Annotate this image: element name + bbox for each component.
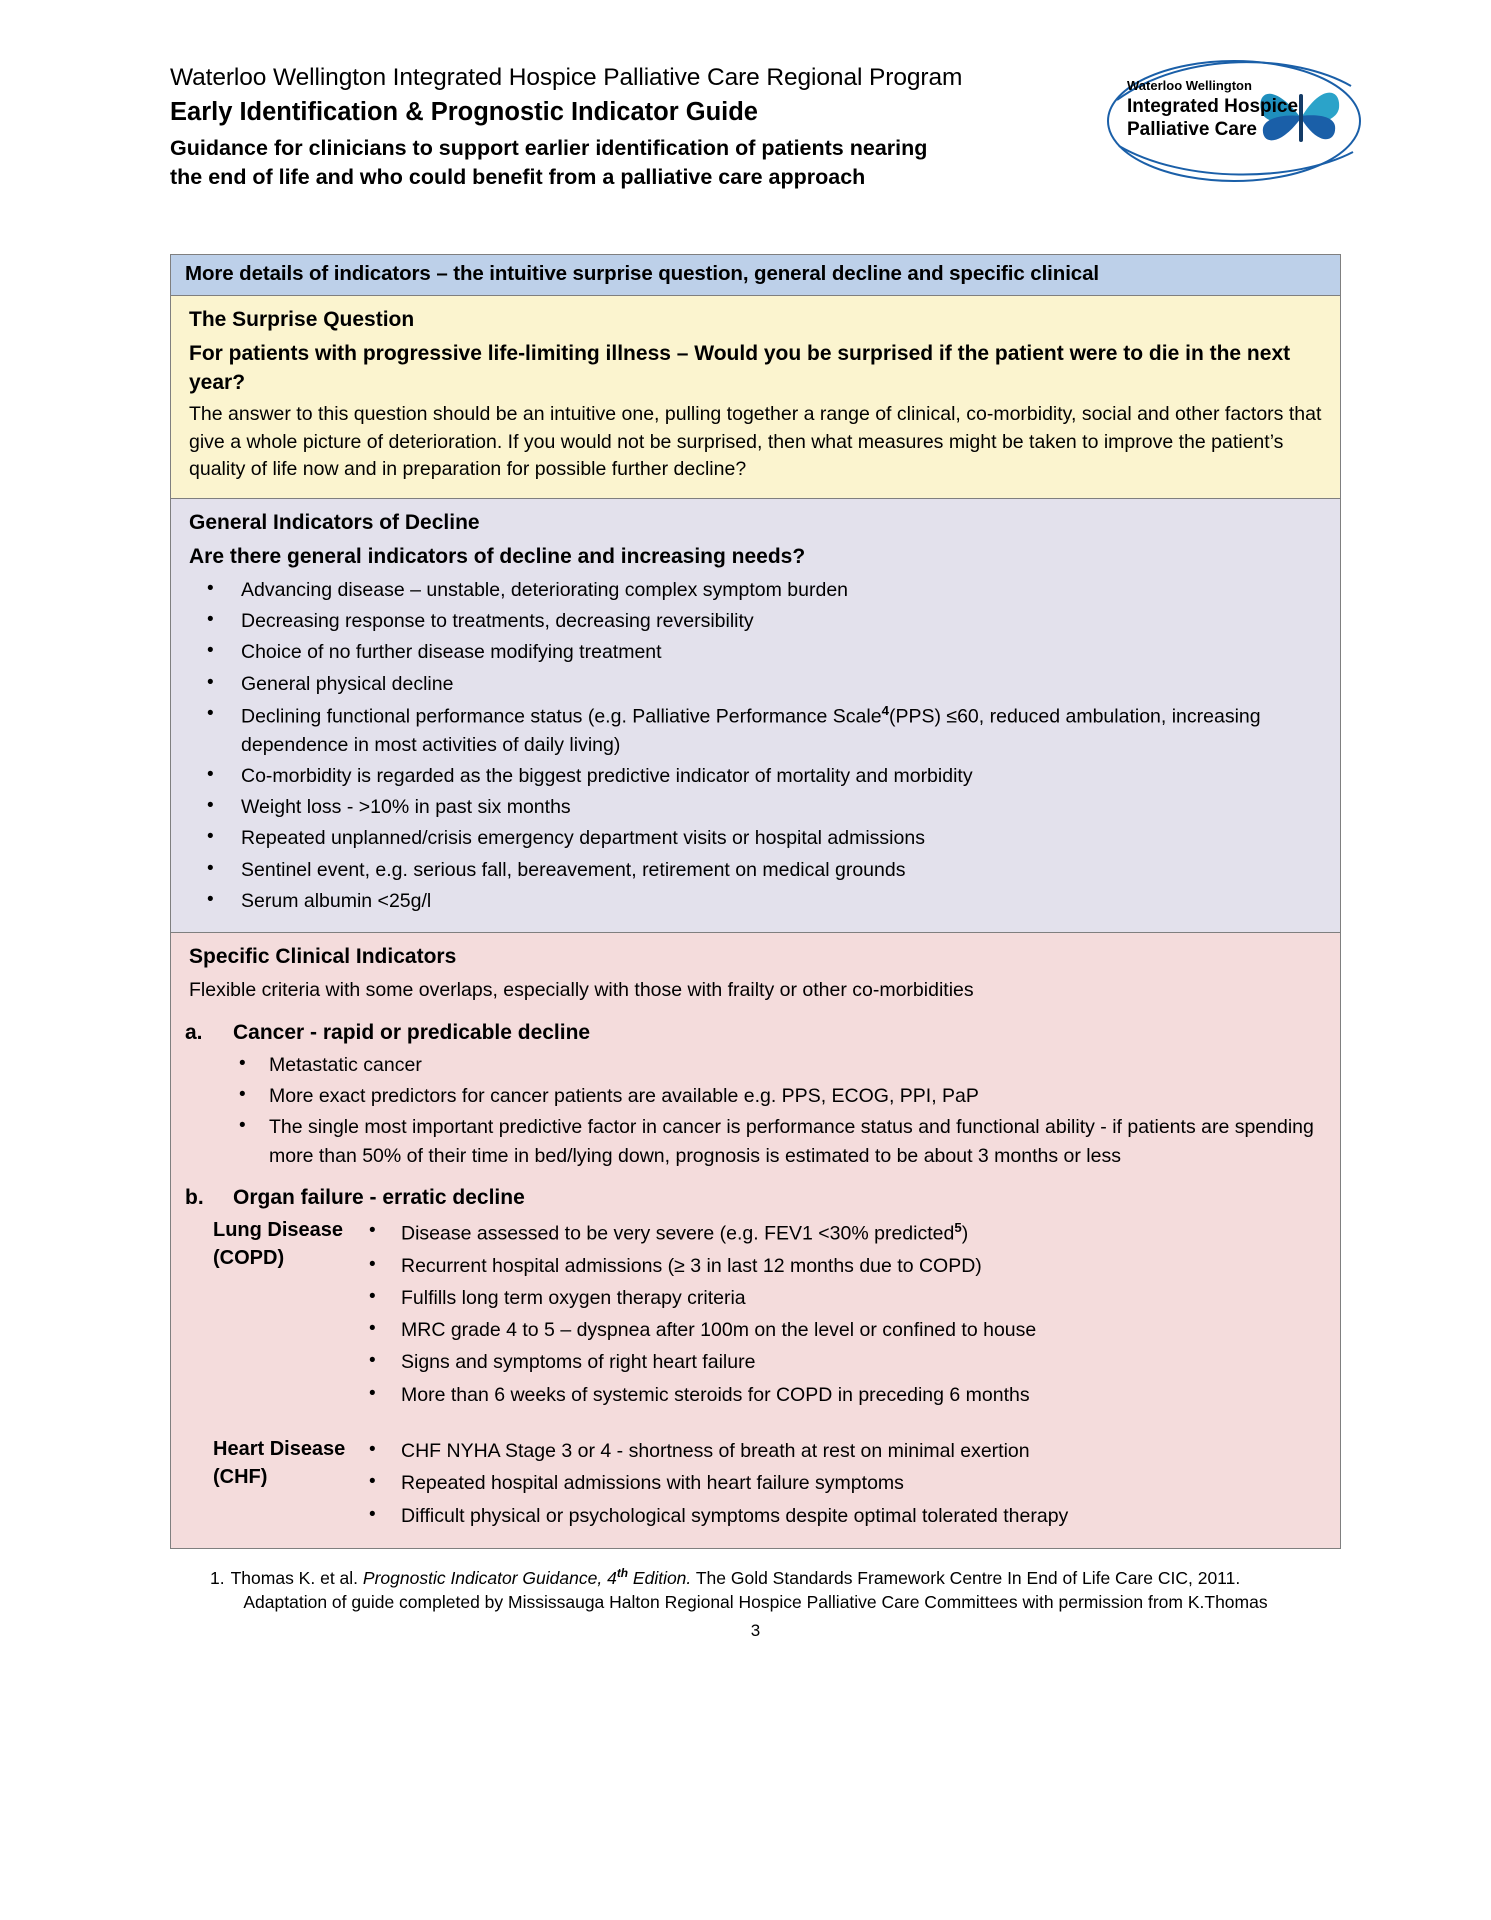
- footnote-number: 1.: [210, 1567, 225, 1588]
- list-item: • Repeated unplanned/crisis emergency department visits or hospital admissions: [185, 824, 1326, 852]
- cancer-indicator-list: [185, 1051, 1326, 1170]
- heart-disease-row: [185, 1435, 1326, 1534]
- fev1-before: Disease assessed to be very severe (e.g. FEV1 <30% predicted: [401, 1222, 955, 1245]
- lung-disease-label: [185, 1216, 357, 1272]
- section-marker-b: b.: [185, 1185, 204, 1209]
- footnote-author: Thomas K. et al.: [230, 1567, 359, 1588]
- heart-disease-body: [357, 1435, 1326, 1534]
- surprise-question-box: [170, 296, 1341, 499]
- fev1-footnote-marker: 5: [954, 1219, 962, 1235]
- organization-line: Waterloo Wellington Integrated Hospice Palliative Care Regional Program: [170, 64, 963, 91]
- specific-indicators-title: Specific Clinical Indicators: [189, 945, 457, 969]
- list-item: • Co-morbidity is regarded as the biggest predictive indicator of mortality and morbidity: [185, 762, 1326, 790]
- list-item: • MRC grade 4 to 5 – dyspnea after 100m on the level or confined to house: [357, 1316, 1326, 1344]
- list-item: • Sentinel event, e.g. serious fall, bereavement, retirement on medical grounds: [185, 856, 1326, 884]
- organization-logo: [1105, 56, 1363, 186]
- list-item: • Decreasing response to treatments, decreasing reversibility: [185, 607, 1326, 635]
- page-number: 3: [750, 1620, 761, 1640]
- subtitle-line-2: the end of life and who could benefit from a palliative care approach: [170, 164, 866, 189]
- list-item: • Metastatic cancer: [185, 1051, 1326, 1079]
- general-indicators-question: Are there general indicators of decline and increasing needs?: [189, 545, 806, 569]
- list-item: • CHF NYHA Stage 3 or 4 - shortness of breath at rest on minimal exertion: [357, 1437, 1326, 1465]
- logo-text: [1127, 78, 1298, 142]
- footnote-title: Prognostic Indicator Guidance, 4: [362, 1567, 617, 1588]
- lung-disease-label-line2: (COPD): [213, 1246, 285, 1269]
- logo-line-2: Integrated Hospice: [1127, 95, 1299, 117]
- list-item-pps: [185, 701, 1326, 759]
- adaptation-note: Adaptation of guide completed by Mississauga Halton Regional Hospice Palliative Care Committees with permission from K.Thomas: [243, 1592, 1268, 1613]
- pps-before: Declining functional performance status (e.g. Palliative Performance Scale: [241, 705, 882, 728]
- logo-line-1: Waterloo Wellington: [1127, 78, 1252, 93]
- list-item: • Signs and symptoms of right heart failure: [357, 1348, 1326, 1376]
- list-item: • More than 6 weeks of systemic steroids for COPD in preceding 6 months: [357, 1381, 1326, 1409]
- logo-line-3: Palliative Care: [1127, 119, 1257, 141]
- footnote-rest: The Gold Standards Framework Centre In End of Life Care CIC, 2011.: [691, 1567, 1241, 1588]
- lung-disease-label-line1: Lung Disease: [213, 1218, 344, 1241]
- list-item: • Choice of no further disease modifying treatment: [185, 638, 1326, 666]
- heart-disease-label-line1: Heart Disease: [213, 1437, 346, 1460]
- list-item: • Serum albumin <25g/l: [185, 887, 1326, 915]
- section-heading-a: Cancer - rapid or predicable decline: [233, 1020, 591, 1044]
- list-item: • Repeated hospital admissions with heart failure symptoms: [357, 1469, 1326, 1497]
- list-item: • Difficult physical or psychological symptoms despite optimal tolerated therapy: [357, 1502, 1326, 1530]
- surprise-question-title: The Surprise Question: [189, 308, 415, 331]
- general-indicators-list: [185, 576, 1326, 915]
- pps-after: (PPS) ≤60, reduced ambulation, increasing dependence in most activities of daily living): [241, 705, 1261, 756]
- surprise-question-body: The answer to this question should be an intuitive one, pulling together a range of clinical, co-morbidity, social and other factors that give a whole picture of deterioration. If you would not be surprised, then what measures might be taken to improve the patient’s quality of life now and in preparation for possible further decline?: [189, 403, 1322, 481]
- heart-disease-label-line2: (CHF): [213, 1465, 268, 1488]
- list-item-fev1: [357, 1218, 1326, 1248]
- list-item: • Recurrent hospital admissions (≥ 3 in last 12 months due to COPD): [357, 1252, 1326, 1280]
- specific-section-a-heading: [185, 1021, 1326, 1045]
- section-banner: More details of indicators – the intuitive surprise question, general decline and specific clinical: [170, 254, 1341, 296]
- list-item: • More exact predictors for cancer patients are available e.g. PPS, ECOG, PPI, PaP: [185, 1082, 1326, 1110]
- list-item: • General physical decline: [185, 670, 1326, 698]
- list-item: • The single most important predictive factor in cancer is performance status and functional ability - if patients are spending more than 50% of their time in bed/lying down, prognosis is estimated to be about 3 months or less: [185, 1113, 1326, 1170]
- document-header: [170, 62, 1341, 222]
- lung-disease-list: [357, 1218, 1326, 1409]
- specific-indicators-intro: Flexible criteria with some overlaps, especially with those with frailty or other co-morbidities: [189, 979, 974, 1002]
- specific-indicators-box: [170, 933, 1341, 1549]
- footnote-title-sup: th: [616, 1565, 629, 1580]
- pps-footnote-marker: 4: [881, 702, 889, 718]
- lung-disease-row: [185, 1216, 1326, 1413]
- surprise-question-text: For patients with progressive life-limiting illness – Would you be surprised if the patient were to die in the next year?: [189, 342, 1291, 394]
- list-item: • Advancing disease – unstable, deteriorating complex symptom burden: [185, 576, 1326, 604]
- subtitle-line-1: Guidance for clinicians to support earlier identification of patients nearing: [170, 135, 928, 160]
- section-heading-b: Organ failure - erratic decline: [233, 1185, 525, 1209]
- page-title: Early Identification & Prognostic Indicator Guide: [170, 98, 758, 127]
- section-marker-a: a.: [185, 1020, 203, 1044]
- general-indicators-box: [170, 499, 1341, 933]
- footnote-reference: [192, 1565, 1319, 1590]
- lung-disease-body: [357, 1216, 1326, 1413]
- list-item: • Fulfills long term oxygen therapy criteria: [357, 1284, 1326, 1312]
- fev1-after: ): [961, 1222, 969, 1245]
- document-footer: [170, 1565, 1341, 1653]
- specific-section-b-heading: [185, 1186, 1326, 1210]
- list-item: • Weight loss - >10% in past six months: [185, 793, 1326, 821]
- general-indicators-title: General Indicators of Decline: [189, 511, 480, 535]
- heart-disease-list: [357, 1437, 1326, 1530]
- heart-disease-label: [185, 1435, 357, 1491]
- footnote-title-end: Edition.: [628, 1567, 692, 1588]
- page-subtitle: [170, 134, 1070, 192]
